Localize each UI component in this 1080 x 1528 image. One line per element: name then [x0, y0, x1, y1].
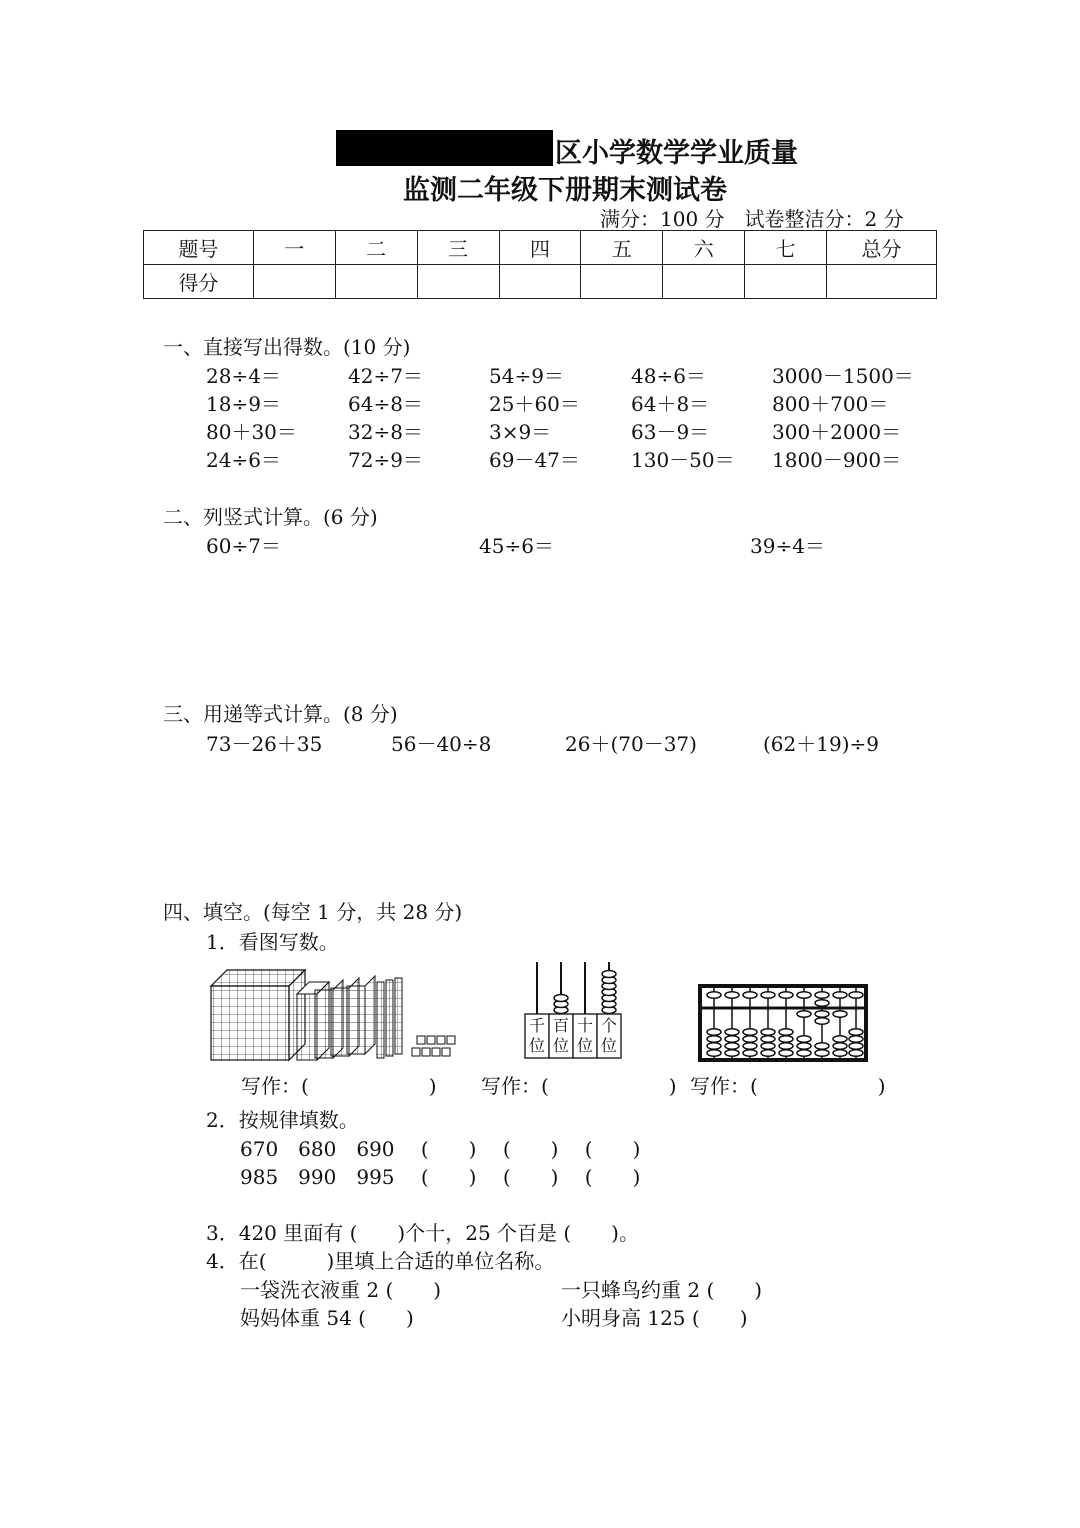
problem: 300＋2000＝: [772, 420, 902, 444]
table-cell: 七: [745, 231, 827, 265]
score-input-cell[interactable]: [417, 265, 499, 299]
section-3-heading: 三、用递等式计算。(8 分): [163, 702, 398, 726]
score-input-cell[interactable]: [745, 265, 827, 299]
problem: 48÷6＝: [631, 364, 706, 388]
problem: 73－26＋35: [206, 732, 323, 756]
table-row: [144, 265, 937, 299]
score-input-cell[interactable]: [663, 265, 745, 299]
table-cell: 得分: [144, 265, 254, 299]
problem: 45÷6＝: [479, 534, 554, 558]
score-input-cell[interactable]: [827, 265, 937, 299]
sequence-row-2[interactable]: 985 990 995 ( ) ( ) ( ): [240, 1165, 641, 1189]
problem: 25＋60＝: [489, 392, 580, 416]
unit-item-2[interactable]: 一只蜂鸟约重 2 ( ): [561, 1278, 763, 1302]
problem: 72÷9＝: [348, 448, 423, 472]
question-2: 2．按规律填数。: [206, 1108, 359, 1132]
title-line-1: 区小学数学学业质量: [555, 138, 798, 169]
problem: 18÷9＝: [206, 392, 281, 416]
hundred-flats: [297, 976, 375, 1060]
thousand-cube: [211, 970, 305, 1060]
redacted-area: [336, 130, 553, 166]
title-line-2: 监测二年级下册期末测试卷: [403, 175, 727, 206]
score-input-cell[interactable]: [335, 265, 417, 299]
problem: 3000－1500＝: [772, 364, 914, 388]
problem: 63－9＝: [631, 420, 710, 444]
unit-item-4[interactable]: 小明身高 125 ( ): [561, 1306, 748, 1330]
problem: 64÷8＝: [348, 392, 423, 416]
table-cell: 二: [335, 231, 417, 265]
question-1: 1．看图写数。: [206, 930, 339, 954]
table-cell: 三: [417, 231, 499, 265]
problem: 42÷7＝: [348, 364, 423, 388]
base-ten-blocks-figure: [205, 966, 475, 1066]
table-cell: 总分: [827, 231, 937, 265]
score-input-cell[interactable]: [581, 265, 663, 299]
abacus-figure: [698, 984, 868, 1062]
problem: 32÷8＝: [348, 420, 423, 444]
problem: 56－40÷8: [391, 732, 492, 756]
write-as-answer-3[interactable]: 写作：( ): [690, 1074, 886, 1098]
table-cell: 一: [253, 231, 335, 265]
table-cell: 六: [663, 231, 745, 265]
write-as-answer-1[interactable]: 写作：( ): [241, 1074, 437, 1098]
problem: 1800－900＝: [772, 448, 902, 472]
table-cell: 题号: [144, 231, 254, 265]
label-thousands: 千位: [528, 1016, 545, 1055]
section-2-heading: 二、列竖式计算。(6 分): [163, 505, 378, 529]
problem: 800＋700＝: [772, 392, 889, 416]
question-3[interactable]: 3．420 里面有 ( )个十，25 个百是 ( )。: [206, 1221, 639, 1245]
ten-rods: [377, 978, 402, 1058]
problem: 64＋8＝: [631, 392, 710, 416]
score-meta: 满分：100 分 试卷整洁分：2 分: [600, 207, 904, 231]
label-hundreds: 百位: [552, 1016, 569, 1055]
score-input-cell[interactable]: [253, 265, 335, 299]
table-cell: 四: [499, 231, 581, 265]
score-table: [143, 230, 937, 299]
unit-item-3[interactable]: 妈妈体重 54 ( ): [240, 1306, 414, 1330]
label-ones: 个位: [600, 1016, 617, 1055]
section-4-heading: 四、填空。(每空 1 分，共 28 分): [163, 900, 463, 924]
question-4: 4．在( )里填上合适的单位名称。: [206, 1249, 555, 1273]
section-1-heading: 一、直接写出得数。(10 分): [163, 335, 411, 359]
problem: 26＋(70－37): [565, 732, 697, 756]
problem: 39÷4＝: [750, 534, 825, 558]
problem: 28÷4＝: [206, 364, 281, 388]
problem: 80＋30＝: [206, 420, 297, 444]
write-as-answer-2[interactable]: 写作：( ): [481, 1074, 677, 1098]
unit-item-1[interactable]: 一袋洗衣液重 2 ( ): [240, 1278, 442, 1302]
table-cell: 五: [581, 231, 663, 265]
problem: (62＋19)÷9: [763, 732, 879, 756]
score-input-cell[interactable]: [499, 265, 581, 299]
sequence-row-1[interactable]: 670 680 690 ( ) ( ) ( ): [240, 1137, 641, 1161]
problem: 130－50＝: [631, 448, 735, 472]
problem: 54÷9＝: [489, 364, 564, 388]
unit-cubes: [412, 1036, 455, 1056]
label-tens: 十位: [576, 1016, 593, 1055]
problem: 3×9＝: [489, 420, 552, 444]
problem: 60÷7＝: [206, 534, 281, 558]
table-row: [144, 231, 937, 265]
problem: 24÷6＝: [206, 448, 281, 472]
problem: 69－47＝: [489, 448, 580, 472]
